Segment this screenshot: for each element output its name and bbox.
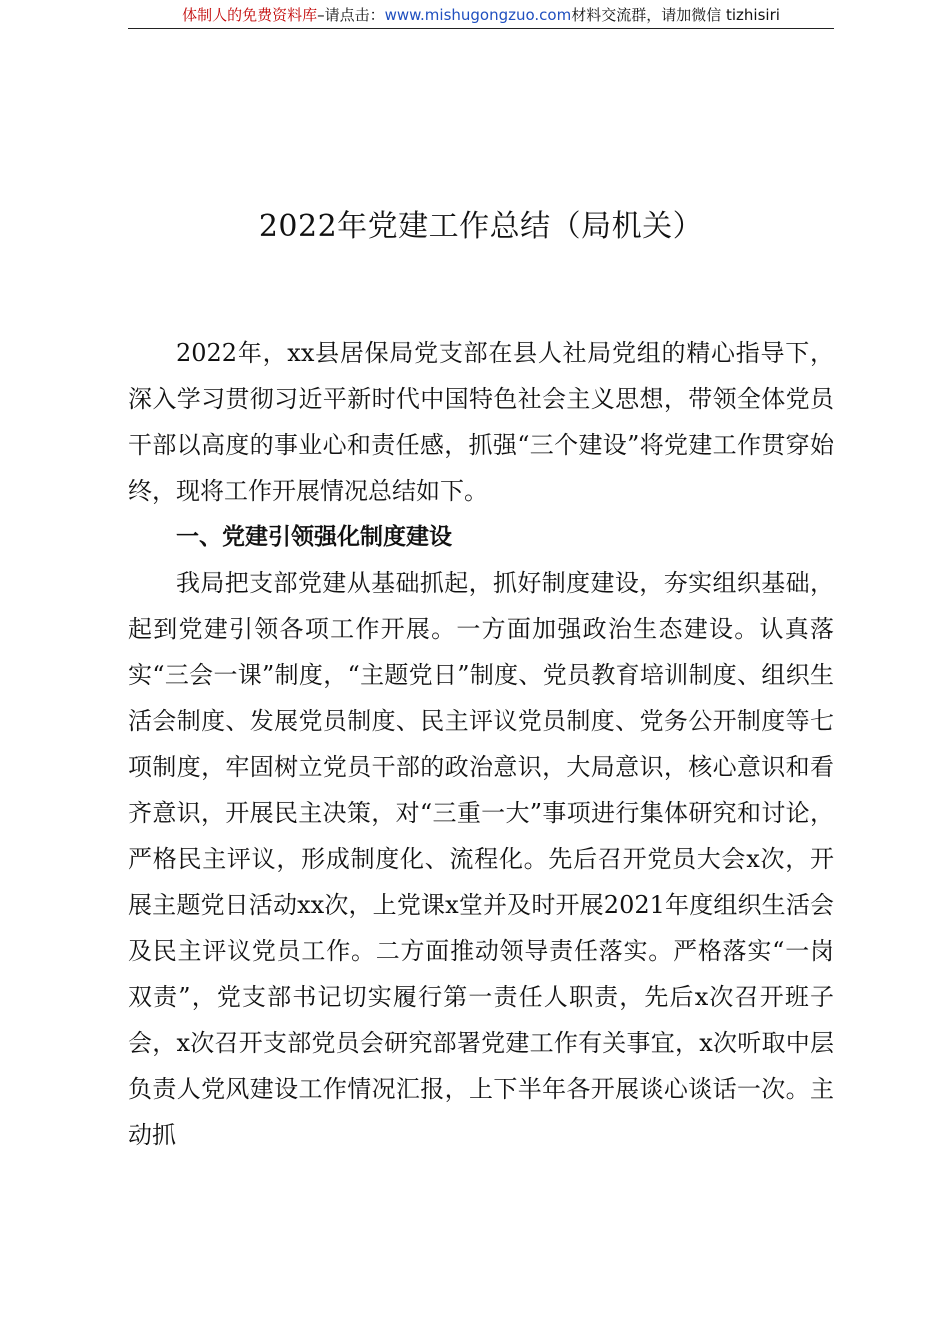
header-url-link[interactable]: www.mishugongzuo.com <box>384 6 572 24</box>
document-body <box>128 330 834 1158</box>
header-prompt: –请点击： <box>317 6 385 24</box>
intro-paragraph: 2022年，xx县居保局党支部在县人社局党组的精心指导下，深入学习贯彻习近平新时代中国特色社会主义思想，带领全体党员干部以高度的事业心和责任感，抓强“三个建设”将党建工作贯穿始终，现将工作开展情况总结如下。 <box>128 339 834 505</box>
header-note: 材料交流群，请加微信 tizhisiri <box>571 6 780 24</box>
section-paragraph: 我局把支部党建从基础抓起，抓好制度建设，夯实组织基础，起到党建引领各项工作开展。一方面加强政治生态建设。认真落实“三会一课”制度，“主题党日”制度、党员教育培训制度、组织生活会制度、发展党员制度、民主评议党员制度、党务公开制度等七项制度，牢固树立党员干部的政治意识，大局意识，核心意识和看齐意识，开展民主决策，对“三重一大”事项进行集体研究和讨论，严格民主评议，形成制度化、流程化。先后召开党员大会x次，开展主题党日活动xx次，上党课x堂并及时开展2021年度组织生活会及民主评议党员工作。二方面推动领导责任落实。严格落实“一岗双责”，党支部书记切实履行第一责任人职责，先后x次召开班子会，x次召开支部党员会研究部署党建工作有关事宜，x次听取中层负责人党风建设工作情况汇报，上下半年各开展谈心谈话一次。主动抓 <box>128 569 834 1149</box>
page-header <box>128 4 834 29</box>
section-heading: 一、党建引领强化制度建设 <box>176 524 452 550</box>
header-brand: 体制人的免费资料库 <box>182 6 318 24</box>
document-title: 2022年党建工作总结（局机关） <box>258 209 704 244</box>
